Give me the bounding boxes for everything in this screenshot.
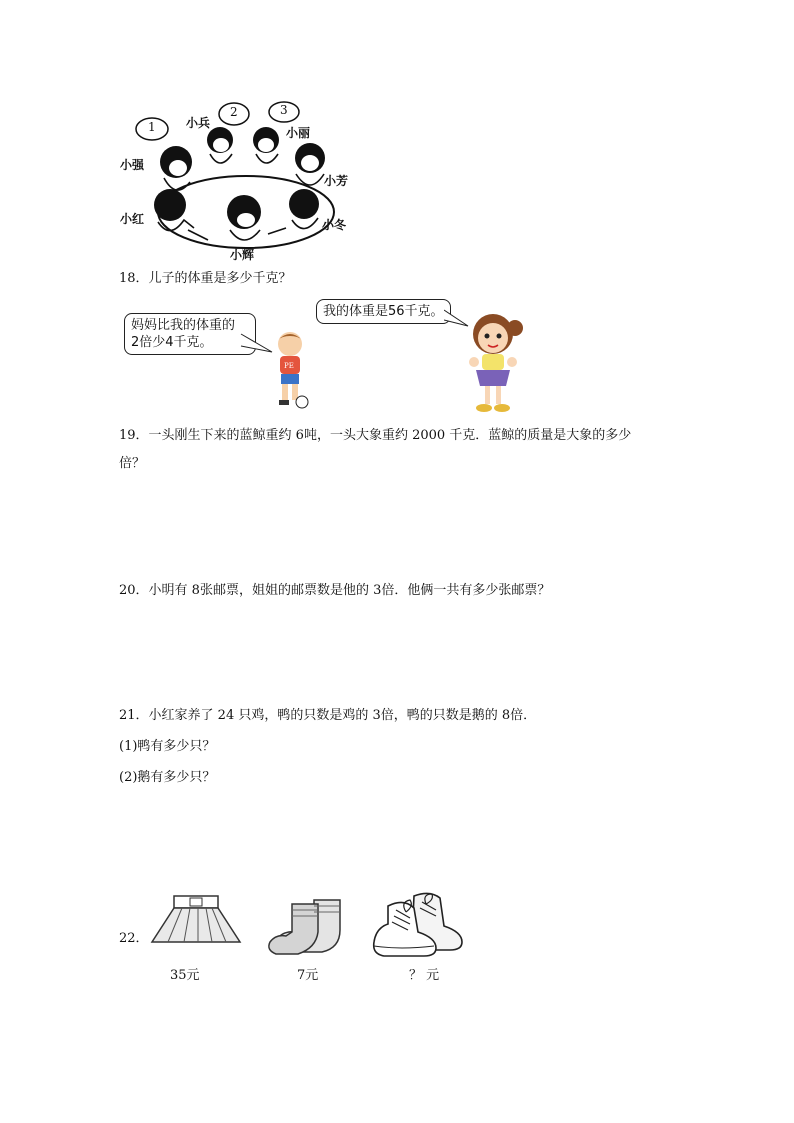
question-21: 21．小红家养了 24 只鸡，鸭的只数是鸡的 3倍，鸭的只数是鹅的 8倍． (119, 708, 537, 723)
question-22-number: 22． (119, 931, 149, 946)
speech-bubble-boy (124, 313, 256, 355)
question-19-line1: 19．一头刚生下来的蓝鲸重约 6吨，一头大象重约 2000 千克．蓝鲸的质量是大象的多少 (119, 428, 632, 443)
name-xiaoqiang: 小强 (120, 158, 145, 172)
name-xiaohui: 小辉 (230, 248, 255, 262)
name-xiaobing: 小兵 (186, 116, 211, 130)
name-xiaofang: 小芳 (324, 174, 349, 188)
svg-text:PE: PE (284, 362, 294, 370)
boy-icon (268, 330, 312, 410)
girl-icon (460, 308, 526, 414)
bubble-boy-line2: 2倍少4千克。 (131, 335, 213, 350)
question-21-sub2: (2)鹅有多少只？ (119, 770, 216, 785)
speech-bubble-girl: 我的体重是56千克。 (316, 299, 451, 324)
price-shoes: ？ 元 (409, 968, 440, 983)
name-xiaodong: 小冬 (322, 218, 347, 232)
thought-number-1: 1 (148, 120, 156, 134)
shoes-icon (370, 888, 466, 958)
price-socks: 7元 (297, 968, 319, 983)
skirt-icon (146, 894, 246, 954)
bubble-boy-line1: 妈妈比我的体重的 (131, 318, 236, 333)
question-21-sub1: (1)鸭有多少只？ (119, 739, 216, 754)
name-xiaohong: 小红 (120, 212, 145, 226)
price-skirt: 35元 (170, 968, 200, 983)
question-18: 18．儿子的体重是多少千克？ (119, 271, 292, 286)
question-20: 20．小明有 8张邮票，姐姐的邮票数是他的 3倍．他俩一共有多少张邮票？ (119, 583, 551, 598)
children-circle-illustration (118, 100, 358, 262)
thought-number-3: 3 (280, 103, 288, 117)
thought-number-2: 2 (230, 105, 238, 119)
socks-icon (266, 896, 356, 958)
question-19-line2: 倍？ (119, 456, 146, 471)
name-xiaoli: 小丽 (286, 126, 311, 140)
